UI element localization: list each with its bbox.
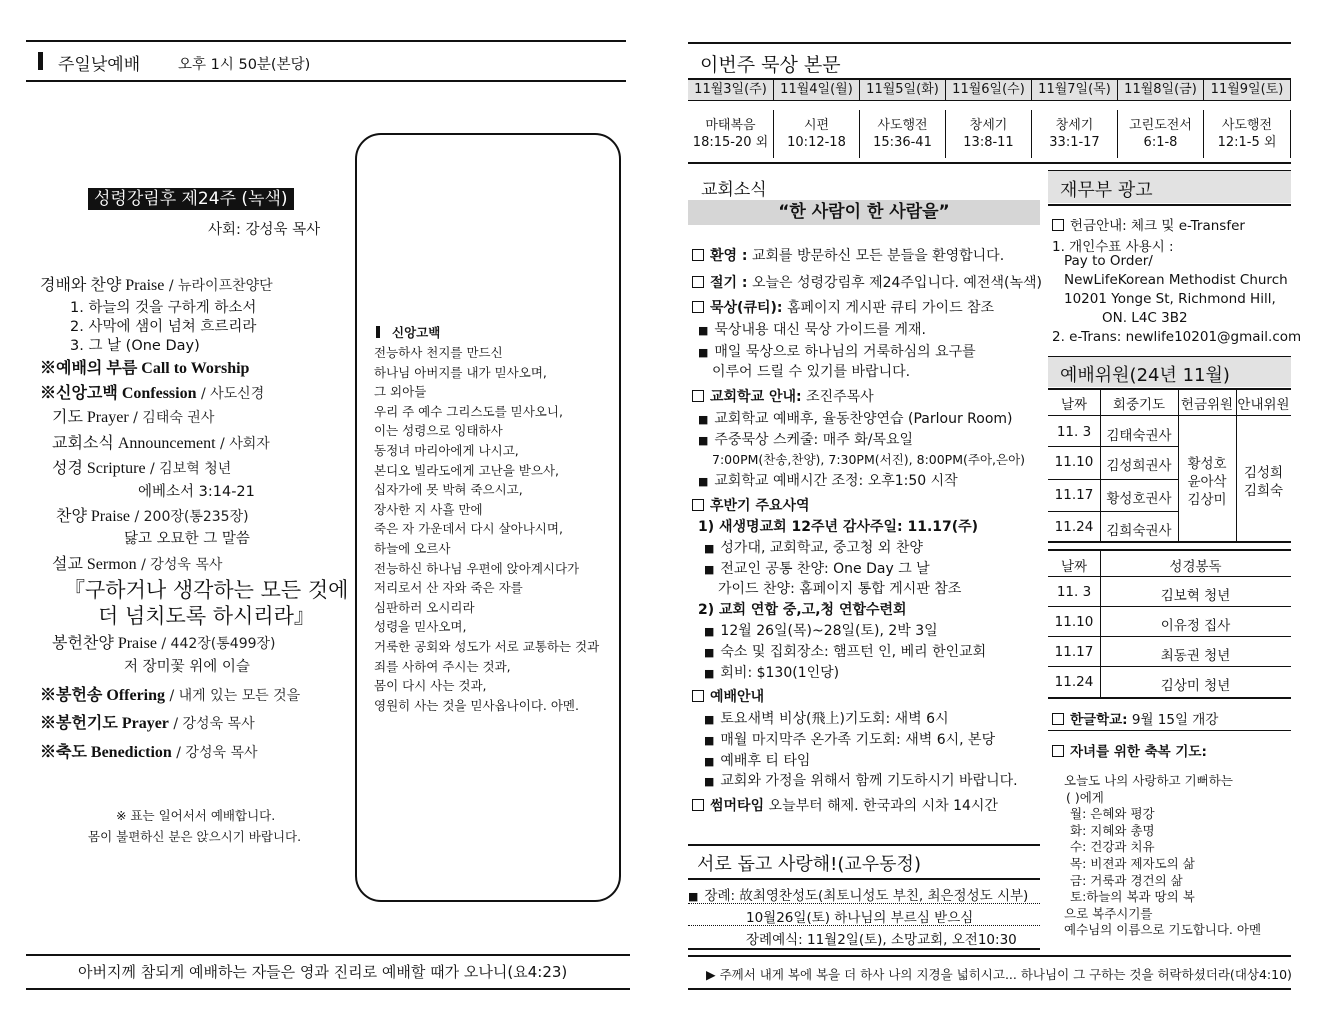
praise-song-2: 2. 사막에 샘이 넘쳐 흐르리라 bbox=[70, 319, 257, 335]
event-1-item-2-cont: 가이드 찬양: 홈페이지 통합 게시판 참조 bbox=[718, 581, 962, 597]
praise-song-1: 1. 하늘의 것을 구하게 하소서 bbox=[70, 300, 257, 316]
servers-row-rule bbox=[1048, 446, 1178, 447]
bullet-icon: ■ bbox=[698, 434, 709, 447]
book-ref: 13:8-11 bbox=[963, 135, 1014, 150]
servers-usher: 김성희 bbox=[1243, 465, 1284, 481]
header-bottom-rule bbox=[26, 80, 626, 82]
day-header: 11월9일(토) bbox=[1204, 80, 1291, 100]
fellowship-line-3: 장례예식: 11월2일(토), 소망교회, 오전10:30 bbox=[746, 932, 1017, 948]
reading-top-rule bbox=[1048, 549, 1291, 551]
book-cell bbox=[1204, 110, 1291, 158]
fellowship-line-2: 10월26일(토) 하나님의 부르심 받으심 bbox=[746, 910, 974, 926]
sermon-title-1: 『구하거나 생각하는 모든 것에 bbox=[64, 578, 349, 602]
blessing-header: 자녀를 위한 축복 기도: bbox=[1052, 740, 1207, 760]
order-offering-praise: 봉헌찬양 Praise / 442장(통499장) bbox=[52, 635, 276, 652]
servers-bottom-rule bbox=[1048, 541, 1291, 543]
servers-header-cell: 안내위원 bbox=[1237, 397, 1290, 413]
order-confession: ※신앙고백 Confession / 사도신경 bbox=[40, 385, 265, 402]
news-events: 후반기 주요사역 bbox=[692, 495, 810, 515]
creed-line: 우리 주 예수 그리스도를 믿사오니, bbox=[374, 403, 563, 419]
book-ref: 18:15-20 외 bbox=[692, 135, 769, 150]
servers-offering: 황성호 bbox=[1187, 456, 1227, 472]
order-prayer: 기도 Prayer / 김태숙 권사 bbox=[52, 409, 215, 426]
book-ref: 6:1-8 bbox=[1143, 135, 1178, 150]
servers-title: 예배위원(24년 11월) bbox=[1060, 365, 1230, 386]
servers-prayer: 김태숙권사 bbox=[1106, 428, 1172, 444]
servers-prayer: 김성희권사 bbox=[1106, 458, 1172, 474]
service-time: 오후 1시 50분(본당) bbox=[178, 57, 311, 73]
finance-line-1: 1. 개인수표 사용시 : bbox=[1052, 239, 1174, 255]
reading-date: 11.10 bbox=[1054, 614, 1094, 630]
qt-item-1: ■ 묵상내용 대신 묵상 가이드를 게재. bbox=[698, 322, 926, 338]
bullet-icon: ■ bbox=[704, 713, 715, 726]
creed-line: 그 외아들 bbox=[374, 384, 427, 400]
event-2-item-2: ■ 숙소 및 집회장소: 햄프턴 인, 베리 한인교회 bbox=[704, 644, 987, 660]
fellowship-mid-rule bbox=[688, 878, 1040, 880]
day-header: 11월5일(화) bbox=[860, 80, 946, 100]
servers-header-cell: 헌금위원 bbox=[1180, 397, 1234, 413]
creed-marker bbox=[376, 326, 380, 338]
creed-line: 본디오 빌라도에게 고난을 받으사, bbox=[374, 462, 559, 478]
reading-reader: 최동권 청년 bbox=[1160, 648, 1231, 664]
event-1-item-2: ■ 전교인 공통 찬양: One Day 그 날 bbox=[704, 561, 930, 577]
creed-line: 동정녀 마리아에게 나시고, bbox=[374, 443, 519, 458]
book-cell bbox=[946, 110, 1032, 158]
fellowship-title: 서로 돕고 사랑해!(교우동정) bbox=[697, 854, 921, 875]
event-2-item-1: ■ 12월 26일(목)~28일(토), 2박 3일 bbox=[704, 623, 938, 639]
bullet-icon: ■ bbox=[704, 775, 715, 788]
order-sermon: 설교 Sermon / 강성욱 목사 bbox=[52, 556, 223, 573]
qt-item-2: ■ 매일 묵상으로 하나님의 거룩하심의 요구를 bbox=[698, 344, 976, 360]
servers-offering: 김상미 bbox=[1187, 492, 1227, 508]
footer-top-rule bbox=[26, 954, 630, 956]
servers-prayer: 김희숙권사 bbox=[1106, 523, 1172, 539]
school-item-1: ■ 교회학교 예배후, 율동찬양연습 (Parlour Room) bbox=[698, 411, 1013, 427]
blessing-line: 월: 은혜와 평강 bbox=[1070, 806, 1155, 822]
bullet-icon: ■ bbox=[698, 324, 709, 337]
news-qt: 묵상(큐티): 홈페이지 게시판 큐티 가이드 참조 bbox=[692, 297, 994, 317]
reading-header-reader: 성경봉독 bbox=[1169, 559, 1222, 575]
standing-note: ※ 표는 일어서서 예배합니다. bbox=[116, 808, 276, 823]
med-top-rule bbox=[688, 42, 1291, 44]
news-worship: 예배안내 bbox=[692, 686, 764, 706]
event-1: 1) 새생명교회 12주년 감사주일: 11.17(주) bbox=[698, 519, 979, 535]
fellowship-dotted-1 bbox=[688, 903, 1040, 904]
book-name: 시편 bbox=[803, 118, 830, 133]
book-cell bbox=[1032, 110, 1118, 158]
fellowship-top-rule bbox=[688, 844, 1040, 846]
blessing-line: 화: 지혜와 총명 bbox=[1070, 822, 1155, 838]
worship-item-2: ■ 매월 마지막주 온가족 기도회: 새벽 6시, 본당 bbox=[704, 732, 996, 748]
servers-row-rule bbox=[1048, 511, 1178, 512]
bullet-icon: ■ bbox=[704, 646, 715, 659]
korean-school-rule bbox=[1048, 730, 1291, 731]
creed-line: 하늘에 오르사 bbox=[374, 541, 451, 556]
bullet-icon: ■ bbox=[704, 734, 715, 747]
finance-title: 재무부 광고 bbox=[1060, 180, 1153, 201]
order-hymn: 찬양 Praise / 200장(통235장) bbox=[56, 508, 249, 525]
header-marker bbox=[38, 52, 43, 70]
day-header: 11월7일(목) bbox=[1032, 80, 1118, 100]
school-times: 7:00PM(찬송,찬양), 7:30PM(서진), 8:00PM(주아,은아) bbox=[712, 452, 1026, 467]
servers-header-rule bbox=[1048, 415, 1291, 416]
servers-usher: 김희숙 bbox=[1243, 483, 1284, 499]
book-cell bbox=[1118, 110, 1204, 158]
reading-date: 11. 3 bbox=[1056, 584, 1092, 600]
blessing-line: 금: 거룩과 경건의 삶 bbox=[1070, 872, 1183, 888]
event-1-item-1: ■ 성가대, 교회학교, 중고청 외 찬양 bbox=[704, 540, 923, 556]
fellowship-bottom-rule bbox=[688, 948, 1040, 950]
school-item-3: ■ 교회학교 예배시간 조정: 오후1:50 시작 bbox=[698, 473, 958, 489]
reading-reader: 김상미 청년 bbox=[1160, 678, 1231, 694]
finance-title-rule bbox=[1048, 204, 1291, 206]
finance-line-2: Pay to Order/ bbox=[1064, 253, 1153, 269]
bullet-icon: ■ bbox=[704, 755, 715, 768]
blessing-line: 목: 비젼과 제자도의 삶 bbox=[1070, 856, 1195, 871]
blessing-line: 토:하늘의 복과 땅의 복 bbox=[1070, 889, 1195, 905]
checkbox-icon bbox=[692, 249, 704, 261]
servers-col-rule bbox=[1178, 390, 1179, 541]
bullet-icon: ■ bbox=[698, 413, 709, 426]
finance-line-3: NewLifeKorean Methodist Church bbox=[1064, 272, 1288, 288]
order-offering: ※봉헌송 Offering / 내게 있는 모든 것을 bbox=[40, 687, 301, 704]
checkbox-icon bbox=[1052, 219, 1064, 231]
news-school: 교회학교 안내: 조진주목사 bbox=[692, 386, 874, 406]
reading-reader: 이유정 집사 bbox=[1160, 618, 1231, 634]
checkbox-icon bbox=[1052, 745, 1064, 757]
reading-header-rule bbox=[1048, 576, 1291, 577]
bullet-icon: ■ bbox=[698, 346, 709, 359]
news-banner: “한 사람이 한 사람을” bbox=[688, 200, 1040, 225]
book-name: 고린도전서 bbox=[1129, 118, 1192, 133]
creed-line: 죄를 사하여 주시는 것과, bbox=[374, 658, 511, 674]
servers-date: 11.17 bbox=[1054, 487, 1094, 503]
servers-date: 11.24 bbox=[1054, 519, 1094, 535]
reading-header-date: 날짜 bbox=[1060, 559, 1088, 575]
footer-bottom-rule bbox=[26, 988, 630, 990]
book-ref: 12:1-5 외 bbox=[1217, 135, 1277, 150]
servers-row-rule bbox=[1048, 479, 1178, 480]
school-item-2: ■ 주중묵상 스케줄: 매주 화/목요일 bbox=[698, 432, 914, 448]
bullet-icon: ■ bbox=[704, 667, 715, 680]
presider: 사회: 강성욱 목사 bbox=[208, 222, 321, 238]
worship-item-4: ■ 교회와 가정을 위해서 함께 기도하시기 바랍니다. bbox=[704, 773, 1018, 789]
creed-line: 죽은 자 가운데서 다시 살아나시며, bbox=[374, 521, 563, 537]
creed-title: 신앙고백 bbox=[392, 325, 441, 340]
right-footer-top-rule bbox=[688, 955, 1291, 957]
finance-line-6: 2. e-Trans: newlife10201@gmail.com bbox=[1052, 329, 1302, 345]
offering-hymn: 저 장미꽃 위에 이슬 bbox=[124, 659, 250, 675]
news-season: 절기 : 오늘은 성령강림후 제24주입니다. 예전색(녹색) bbox=[692, 272, 1042, 292]
servers-header-cell: 회중기도 bbox=[1112, 397, 1166, 413]
servers-col-rule bbox=[1236, 390, 1237, 541]
creed-line: 전능하사 천지를 만드신 bbox=[374, 345, 503, 360]
order-benediction: ※축도 Benediction / 강성욱 목사 bbox=[40, 744, 258, 761]
checkbox-icon bbox=[692, 390, 704, 402]
order-offering-prayer: ※봉헌기도 Prayer / 강성욱 목사 bbox=[40, 715, 255, 732]
checkbox-icon bbox=[692, 690, 704, 702]
creed-line: 십자가에 못 박혀 죽으시고, bbox=[374, 482, 523, 498]
sermon-title-2: 더 넘치도록 하시리라』 bbox=[98, 604, 315, 628]
book-cell bbox=[860, 110, 946, 158]
news-title: 교회소식 bbox=[701, 180, 767, 200]
servers-date: 11. 3 bbox=[1056, 424, 1092, 440]
korean-school: 한글학교: 9월 15일 개강 bbox=[1052, 708, 1218, 728]
scripture-ref: 에베소서 3:14-21 bbox=[138, 484, 255, 500]
hymn-title: 닳고 오묘한 그 말씀 bbox=[124, 531, 250, 547]
med-header-rule bbox=[688, 100, 1291, 101]
creed-line: 이는 성령으로 잉태하사 bbox=[374, 423, 503, 439]
creed-line: 거룩한 공회와 성도가 서로 교통하는 것과 bbox=[374, 639, 600, 654]
creed-line: 장사한 지 사흘 만에 bbox=[374, 501, 483, 517]
servers-col-rule bbox=[1100, 390, 1101, 541]
bullet-icon: ■ bbox=[698, 475, 709, 488]
creed-line: 심판하러 오시리라 bbox=[374, 599, 475, 615]
servers-header-cell: 날짜 bbox=[1060, 397, 1088, 413]
worship-item-3: ■ 예배후 티 타임 bbox=[704, 753, 811, 769]
news-summer: 썸머타임 오늘부터 해제. 한국과의 시차 14시간 bbox=[692, 795, 998, 815]
qt-item-2-cont: 이루어 드릴 수 있기를 바랍니다. bbox=[712, 364, 911, 380]
bullet-icon: ■ bbox=[704, 625, 715, 638]
book-name: 마태복음 bbox=[705, 118, 756, 133]
order-call: ※예배의 부름 Call to Worship bbox=[40, 360, 250, 377]
servers-title-rule bbox=[1048, 388, 1291, 390]
news-welcome: 환영 : 교회를 방문하신 모든 분들을 환영합니다. bbox=[692, 245, 1004, 265]
book-name: 창세기 bbox=[969, 118, 1008, 133]
book-ref: 15:36-41 bbox=[873, 135, 932, 150]
creed-line: 몸이 다시 사는 것과, bbox=[374, 678, 487, 694]
checkbox-icon bbox=[692, 301, 704, 313]
reading-row-rule bbox=[1048, 636, 1291, 637]
book-name: 창세기 bbox=[1055, 118, 1094, 133]
day-header: 11월3일(주) bbox=[688, 80, 774, 100]
service-title: 주일낮예배 bbox=[58, 55, 141, 75]
reading-reader: 김보혁 청년 bbox=[1160, 588, 1231, 604]
reading-date: 11.17 bbox=[1054, 644, 1094, 660]
med-table-bottom bbox=[688, 162, 1291, 164]
day-header: 11월6일(수) bbox=[946, 80, 1032, 100]
finance-header: 헌금안내: 체크 및 e-Transfer bbox=[1052, 214, 1245, 234]
finance-line-4: 10201 Yonge St, Richmond Hill, bbox=[1064, 291, 1276, 307]
sitting-note: 몸이 불편하신 분은 앉으시기 바랍니다. bbox=[88, 829, 302, 844]
event-2: 2) 교회 연합 중,고,청 연합수련회 bbox=[698, 602, 907, 618]
left-footer-verse: 아버지께 참되게 예배하는 자들은 영과 진리로 예배할 때가 오나니(요4:23) bbox=[78, 963, 568, 981]
worship-item-1: ■ 토요새벽 비상(飛上)기도회: 새벽 6시 bbox=[704, 711, 949, 727]
checkbox-icon bbox=[692, 799, 704, 811]
right-footer-verse: ▶ 주께서 내게 복에 복을 더 하사 나의 지경을 넓히시고... 하나님이 그 구하는 것을 허락하셨더라(대상4:10) bbox=[706, 967, 1292, 982]
fellowship-dotted-2 bbox=[688, 925, 1040, 926]
right-footer-bottom-rule bbox=[688, 988, 1291, 990]
book-cell bbox=[688, 110, 774, 158]
fellowship-line-1: ■ 장례: 故최영찬성도(최토니성도 부친, 최은정성도 시부) bbox=[688, 888, 1029, 904]
checkbox-icon bbox=[692, 499, 704, 511]
blessing-line: 으로 복주시기를 bbox=[1064, 905, 1153, 921]
bullet-icon: ■ bbox=[704, 563, 715, 576]
book-ref: 10:12-18 bbox=[787, 135, 846, 150]
reading-date: 11.24 bbox=[1054, 674, 1094, 690]
order-scripture: 성경 Scripture / 김보혁 청년 bbox=[52, 460, 232, 477]
event-2-item-3: ■ 회비: $130(1인당) bbox=[704, 665, 840, 681]
blessing-line: ( )에게 bbox=[1066, 789, 1104, 805]
blessing-line: 수: 건강과 치유 bbox=[1070, 839, 1155, 855]
creed-line: 전능하신 하나님 우편에 앉아계시다가 bbox=[374, 560, 580, 576]
book-cell bbox=[774, 110, 860, 158]
praise-song-3: 3. 그 날 (One Day) bbox=[70, 338, 200, 354]
blessing-line: 오늘도 나의 사랑하고 기뻐하는 bbox=[1064, 773, 1233, 788]
checkbox-icon bbox=[1052, 713, 1064, 725]
book-name: 사도행전 bbox=[1221, 118, 1273, 133]
order-announcement: 교회소식 Announcement / 사회자 bbox=[52, 435, 270, 452]
season-badge: 성령강림후 제24주 (녹색) bbox=[88, 188, 294, 210]
reading-col-rule bbox=[1100, 551, 1101, 697]
day-header: 11월4일(월) bbox=[774, 80, 860, 100]
book-name: 사도행전 bbox=[877, 118, 928, 133]
checkbox-icon bbox=[692, 276, 704, 288]
creed-line: 저리로서 산 자와 죽은 자를 bbox=[374, 580, 523, 596]
servers-prayer: 황성호권사 bbox=[1106, 491, 1172, 507]
order-praise: 경배와 찬양 Praise / 뉴라이프찬양단 bbox=[40, 277, 273, 294]
day-header: 11월8일(금) bbox=[1118, 80, 1204, 100]
reading-row-rule bbox=[1048, 666, 1291, 667]
bullet-icon: ■ bbox=[688, 890, 699, 903]
servers-date: 11.10 bbox=[1054, 454, 1094, 470]
creed-line: 성령을 믿사오며, bbox=[374, 619, 467, 635]
header-top-rule bbox=[26, 40, 626, 42]
servers-offering: 윤아삭 bbox=[1187, 474, 1227, 490]
creed-line: 하나님 아버지를 내가 믿사오며, bbox=[374, 364, 547, 380]
bullet-icon: ■ bbox=[704, 542, 715, 555]
finance-line-5: ON. L4C 3B2 bbox=[1102, 310, 1188, 326]
meditation-title: 이번주 묵상 본문 bbox=[700, 54, 841, 76]
reading-row-rule bbox=[1048, 606, 1291, 607]
book-ref: 33:1-17 bbox=[1049, 135, 1100, 150]
creed-line: 영원히 사는 것을 믿사옵나이다. 아멘. bbox=[374, 697, 579, 713]
reading-row-rule bbox=[1048, 697, 1291, 699]
blessing-line: 예수님의 이름으로 기도합니다. 아멘 bbox=[1064, 922, 1262, 938]
